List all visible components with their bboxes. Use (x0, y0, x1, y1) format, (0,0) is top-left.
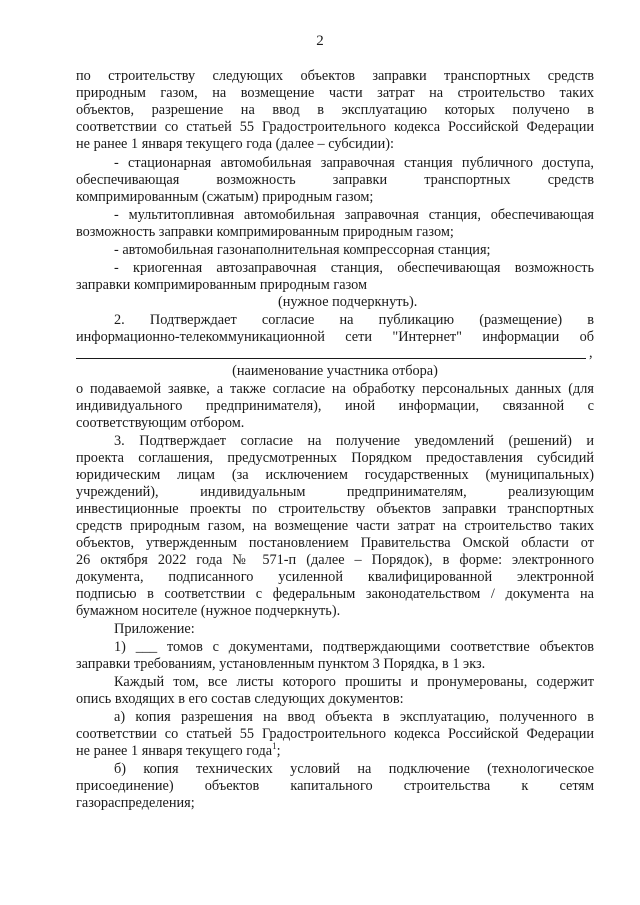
text-line: юридическим лицам (за исключением государственных (муниципальных) (76, 467, 594, 483)
paragraph-3-start: 3. Подтверждает согласие на получение уведомлений (решений) и (114, 433, 594, 449)
text-line: обеспечивающая возможность заправки транспортных средств (76, 172, 594, 188)
text-line: природным газом, на возмещение части затрат на строительство таких (76, 85, 594, 101)
footnote-marker: 1 (272, 741, 277, 752)
text-line: соответствии со статьей 55 Градостроительного кодекса Российской Федерации (76, 119, 594, 135)
text-line: о подаваемой заявке, а также согласие на обработку персональных данных (для (76, 381, 594, 397)
text-line: заправки требованиям, установленным пунктом 3 Порядка, в 1 экз. (76, 656, 486, 672)
text-line: инвестиционные проекты по строительству объектов заправки транспортных (76, 501, 594, 517)
text-line: информационно-телекоммуникационной сети "Интернет" информации об (76, 329, 594, 345)
text-line: газораспределения; (76, 795, 195, 811)
note-underline-choice: (нужное подчеркнуть). (278, 294, 418, 310)
text-line: средств природным газом, на возмещение части затрат на строительство таких (76, 518, 594, 534)
text-line: документа, подписанного усиленной квалифицированной электронной (76, 569, 594, 585)
text-line: Каждый том, все листы которого прошиты и пронумерованы, содержит (114, 674, 594, 690)
text-line: присоединение) объектов капитального строительства к сетям (76, 778, 594, 794)
text-line: соответствии со статьей 55 Градостроительного кодекса Российской Федерации (76, 726, 594, 742)
text-line: соответствующим отбором. (76, 415, 245, 431)
list-item: - криогенная автозаправочная станция, обеспечивающая возможность (114, 260, 594, 276)
text-line: проекта соглашения, предусмотренных Порядком предоставления субсидий (76, 450, 594, 466)
text-line: подписью в соответствии с федеральным законодательством / документа на (76, 586, 594, 602)
text-line: бумажном носителе (нужное подчеркнуть). (76, 603, 341, 619)
fill-in-caption: (наименование участника отбора) (232, 363, 438, 379)
list-item: - автомобильная газонаполнительная компрессорная станция; (114, 242, 491, 258)
text-span: не ранее 1 января текущего года (76, 743, 273, 759)
page-number: 2 (316, 33, 324, 49)
text-line: заправки компримированным природным газом (76, 277, 368, 293)
list-item: - мультитопливная автомобильная заправочная станция, обеспечивающая (114, 207, 594, 223)
text-line: не ранее 1 января текущего года (далее – субсидии): (76, 136, 394, 152)
appendix-item-1: 1) ___ томов с документами, подтверждающими соответствие объектов (114, 639, 594, 655)
text-line: 26 октября 2022 года № 571-п (далее – Порядок), в форме: электронного (76, 552, 594, 568)
item-b: б) копия технических условий на подключение (технологическое (114, 761, 594, 777)
fill-in-line (76, 358, 586, 359)
text-line: индивидуального предпринимателя), иной информации, связанной с (76, 398, 594, 414)
fill-in-comma: , (589, 345, 593, 361)
list-item: - стационарная автомобильная заправочная станция публичного доступа, (114, 155, 594, 171)
appendix-heading: Приложение: (114, 621, 195, 637)
text-line: возможность заправки компримированным природным газом; (76, 224, 454, 240)
item-a: а) копия разрешения на ввод объекта в эксплуатацию, полученного в (114, 709, 594, 725)
text-line: по строительству следующих объектов заправки транспортных средств (76, 68, 594, 84)
text-line: учреждений), индивидуальным предпринимателям, реализующим (76, 484, 594, 500)
text-line: объектов, утвержденным постановлением Правительства Омской области от (76, 535, 594, 551)
text-line (76, 741, 594, 760)
text-line: компримированным (сжатым) природным газом; (76, 189, 374, 205)
text-line: опись входящих в его состав следующих документов: (76, 691, 404, 707)
paragraph-2-start: 2. Подтверждает согласие на публикацию (размещение) в (114, 312, 594, 328)
text-span: ; (276, 743, 281, 759)
text-line: объектов, разрешение на ввод в эксплуатацию которых получено в (76, 102, 594, 118)
